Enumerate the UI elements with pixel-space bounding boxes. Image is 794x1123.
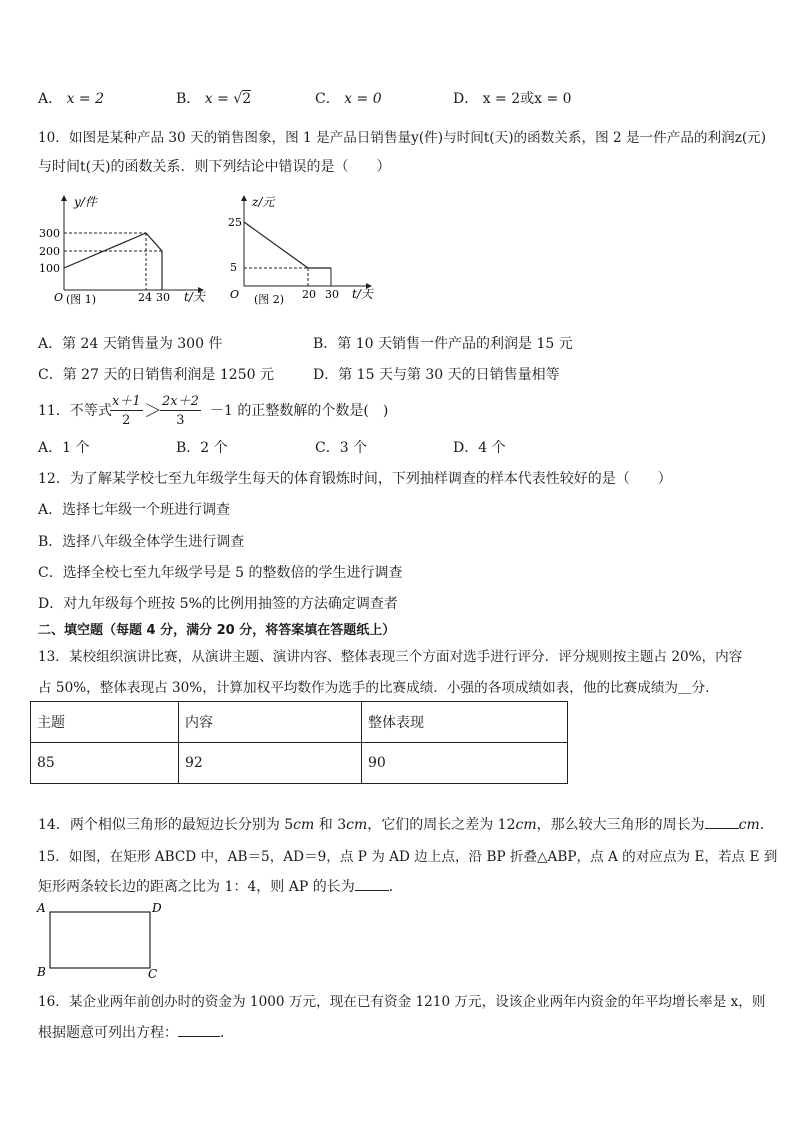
q11-greater-than: ＞ xyxy=(144,401,162,422)
table-header-cell: 整体表现 xyxy=(362,702,568,743)
q9-option-c-expr: x = 0 xyxy=(344,91,382,107)
q10-option-b: B．第 10 天销售一件产品的利润是 15 元 xyxy=(313,336,573,352)
q12-stem: 12．为了解某学校七至九年级学生每天的体育锻炼时间，下列抽样调查的样本代表性较好的是（ ） xyxy=(38,471,672,487)
q15-stem-line2 xyxy=(38,876,403,896)
q15-answer-blank xyxy=(355,890,389,891)
fig1-x-tick-30: 30 xyxy=(156,291,170,304)
q15-text: ． xyxy=(388,879,403,895)
q9-option-d-expr: x = 2或x = 0 xyxy=(482,91,572,107)
q9-option-b xyxy=(176,88,251,108)
table-header-cell: 内容 xyxy=(179,702,362,743)
fig1-y-tick-300: 300 xyxy=(39,227,60,240)
vertex-label-a: A xyxy=(37,901,46,915)
q11-option-d: D．4 个 xyxy=(453,440,506,456)
section-2-heading: 二、填空题（每题 4 分，满分 20 分，将答案填在答题纸上） xyxy=(38,623,396,638)
table-header-row xyxy=(31,702,568,743)
fig2-y-label: z/元 xyxy=(252,195,275,209)
q11-option-a: A．1 个 xyxy=(38,440,90,456)
q15-rectangle-figure xyxy=(34,900,168,980)
q14-text: 14．两个相似三角形的最短边长分别为 5 xyxy=(38,817,294,833)
profit-graph-line xyxy=(244,222,331,268)
q9-option-d-label: D． xyxy=(453,91,479,107)
sales-graph-line xyxy=(64,233,162,290)
fig1-origin: O xyxy=(54,291,64,304)
q14-unit: cm xyxy=(738,817,760,833)
q11-suffix: －1 的正整数解的个数是( ) xyxy=(210,403,389,419)
fig1-x-tick-24: 24 xyxy=(138,291,152,304)
q10-stem-line1: 10．如图是某种产品 30 天的销售图象，图 1 是产品日销售量y(件)与时间t(天)的函数关系，图 2 是一件产品的利润z(元) xyxy=(38,130,767,146)
fig2-caption: (图 2) xyxy=(254,293,285,306)
q12-option-b: B．选择八年级全体学生进行调查 xyxy=(38,534,245,550)
q14-answer-blank xyxy=(705,828,739,829)
q12-option-c: C．选择全校七至九年级学号是 5 的整数倍的学生进行调查 xyxy=(38,565,403,581)
sqrt-symbol: √ xyxy=(233,91,243,107)
q9-option-b-radicand: 2 xyxy=(242,91,252,107)
q10-option-c: C．第 27 天的日销售利润是 1250 元 xyxy=(38,367,274,383)
q14-unit: cm xyxy=(293,817,315,833)
q11-option-c: C．3 个 xyxy=(315,440,368,456)
q11-fraction-2-denominator: 3 xyxy=(176,413,185,428)
fig1-caption: (图 1) xyxy=(66,293,97,306)
vertex-label-c: C xyxy=(148,967,158,980)
q16-text: ． xyxy=(220,1025,234,1041)
fig1-y-tick-100: 100 xyxy=(39,262,60,275)
fig1-y-tick-200: 200 xyxy=(39,245,60,258)
q14-unit: cm xyxy=(515,817,537,833)
q11-fraction-2 xyxy=(160,390,201,428)
rectangle-abcd xyxy=(50,912,150,968)
q10-figure-1 xyxy=(38,190,218,310)
q15-text: 矩形两条较长边的距离之比为 1：4，则 AP 的长为 xyxy=(38,879,355,895)
q9-option-a xyxy=(38,88,104,108)
q12-option-d: D．对九年级每个班按 5%的比例用抽签的方法确定调查者 xyxy=(38,596,398,612)
q11-fraction-2-numerator: 2x＋2 xyxy=(160,390,201,411)
vertex-label-d: D xyxy=(152,901,162,915)
q16-stem-line1: 16．某企业两年前创办时的资金为 1000 万元，现在已有资金 1210 万元，设该企业两年内资金的年平均增长率是 x，则 xyxy=(38,994,766,1010)
q10-figure-2 xyxy=(226,190,386,310)
table-header-cell: 主题 xyxy=(31,702,179,743)
table-cell: 92 xyxy=(179,743,362,784)
q13-stem-line2: 占 50%，整体表现占 30%，计算加权平均数作为选手的比赛成绩．小强的各项成绩如表，他的比赛成绩为＿分． xyxy=(38,680,719,696)
q9-option-c-label: C． xyxy=(315,91,340,107)
q14-text: ，它们的周长之差为 12 xyxy=(367,817,516,833)
q16-stem-line2 xyxy=(38,1022,234,1042)
fig2-x-label: t/天 xyxy=(352,287,373,301)
q9-option-d xyxy=(453,88,572,108)
q14-text: 和 3 xyxy=(314,817,347,833)
q11-fraction-1 xyxy=(110,390,143,428)
fig2-y-tick-5: 5 xyxy=(230,261,237,274)
table-row xyxy=(31,743,568,784)
q11-option-b: B．2 个 xyxy=(176,440,228,456)
q13-stem-line1: 13．某校组织演讲比赛，从演讲主题、演讲内容、整体表现三个方面对选手进行评分．评分规则按主题占 20%，内容 xyxy=(38,649,743,665)
q16-text: 根据题意可列出方程： xyxy=(38,1025,178,1041)
q14-text: ，那么较大三角形的周长为 xyxy=(536,817,705,833)
q10-stem-line2: 与时间t(天)的函数关系．则下列结论中错误的是（ ） xyxy=(38,159,391,175)
q12-option-a: A．选择七年级一个班进行调查 xyxy=(38,502,231,518)
fig2-origin: O xyxy=(230,288,240,301)
q13-score-table xyxy=(30,701,568,784)
q9-option-b-expr: x = xyxy=(204,91,234,107)
q9-option-b-label: B． xyxy=(176,91,201,107)
q10-option-a: A．第 24 天销售量为 300 件 xyxy=(38,336,223,352)
fig1-x-label: t/天 xyxy=(184,290,205,304)
q14-stem xyxy=(38,814,774,834)
q15-stem-line1: 15．如图，在矩形 ABCD 中，AB＝5，AD＝9，点 P 为 AD 边上点，沿 BP 折叠△ABP，点 A 的对应点为 E，若点 E 到 xyxy=(38,849,778,865)
q10-option-d: D．第 15 天与第 30 天的日销售量相等 xyxy=(313,367,560,383)
q9-option-a-label: A． xyxy=(38,91,63,107)
q11-fraction-1-denominator: 2 xyxy=(122,413,131,428)
q14-unit: cm xyxy=(346,817,368,833)
fig2-x-tick-30: 30 xyxy=(325,288,339,301)
fig2-x-tick-20: 20 xyxy=(302,288,316,301)
fig1-y-label: y/件 xyxy=(74,195,97,209)
fig2-y-tick-25: 25 xyxy=(228,216,242,229)
q16-answer-blank xyxy=(178,1036,220,1037)
vertex-label-b: B xyxy=(37,965,46,979)
q11-fraction-1-numerator: x＋1 xyxy=(110,390,143,411)
q9-option-c xyxy=(315,88,382,108)
q11-prefix: 11．不等式 xyxy=(38,403,112,419)
q14-text: ． xyxy=(759,817,774,833)
q9-option-a-expr: x = 2 xyxy=(66,91,105,107)
table-cell: 85 xyxy=(31,743,179,784)
table-cell: 90 xyxy=(362,743,568,784)
